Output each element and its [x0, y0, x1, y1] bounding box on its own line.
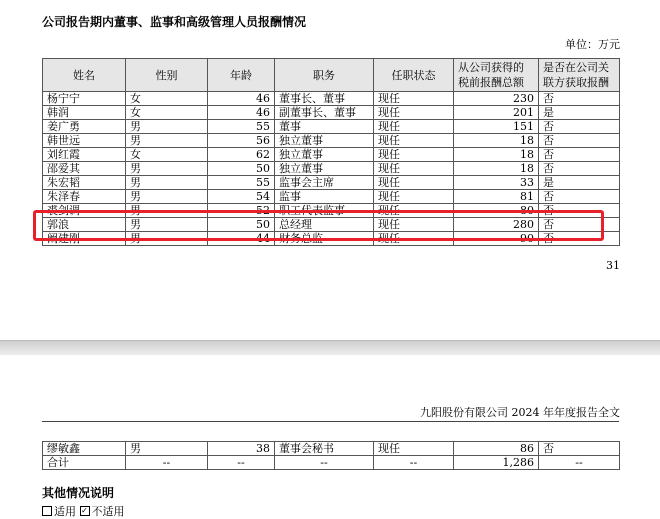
header-age: 年龄 — [208, 59, 275, 92]
not-applicable-label: 不适用 — [91, 505, 125, 518]
cell-position: 董事 — [275, 120, 374, 134]
compensation-table-continued — [42, 441, 620, 470]
cell-name: 刘红霞 — [43, 148, 126, 162]
header-status: 任职状态 — [374, 59, 454, 92]
applicability-options — [42, 503, 125, 519]
cell-gender: 男 — [126, 218, 208, 232]
header-related-pay: 是否在公司关联方获取报酬 — [539, 59, 620, 92]
cell-pay: 201 — [454, 106, 539, 120]
cell-pay: 280 — [454, 218, 539, 232]
cell-related-pay: 否 — [539, 442, 620, 456]
cell-name: 杨宁宁 — [43, 92, 126, 106]
cell-status: 现任 — [374, 120, 454, 134]
cell-related-pay: 是 — [539, 106, 620, 120]
cell-status: 现任 — [374, 232, 454, 246]
cell-status: 现任 — [374, 106, 454, 120]
cell-status: 现任 — [374, 176, 454, 190]
cell-age: 56 — [208, 134, 275, 148]
unchecked-box-icon[interactable] — [42, 506, 52, 516]
cell-gender: 男 — [126, 190, 208, 204]
cell-age: 62 — [208, 148, 275, 162]
applicable-label: 适用 — [54, 505, 76, 518]
unit-label: 单位：万元 — [565, 38, 620, 51]
table-row — [43, 106, 620, 120]
cell-related-pay: 否 — [539, 232, 620, 246]
cell-status: 现任 — [374, 134, 454, 148]
cell-position: 董事长、董事 — [275, 92, 374, 106]
cell-related-pay: 否 — [539, 92, 620, 106]
cell-name: 朱泽春 — [43, 190, 126, 204]
page-number: 31 — [606, 259, 620, 272]
table-row — [43, 190, 620, 204]
table-row — [43, 92, 620, 106]
cell-pay: 230 — [454, 92, 539, 106]
cell-position: 副董事长、董事 — [275, 106, 374, 120]
cell-position: 职工代表监事 — [275, 204, 374, 218]
cell-related-pay: 否 — [539, 120, 620, 134]
cell-gender: 女 — [126, 148, 208, 162]
cell-status: 现任 — [374, 204, 454, 218]
cell-related-pay: 否 — [539, 162, 620, 176]
header-pay: 从公司获得的税前报酬总额 — [454, 59, 539, 92]
cell-related-pay: 否 — [539, 218, 620, 232]
table-header-row — [43, 59, 620, 92]
cell-status: 现任 — [374, 162, 454, 176]
cell-age: 46 — [208, 92, 275, 106]
table-row — [43, 120, 620, 134]
cell-age: 52 — [208, 204, 275, 218]
running-head: 九阳股份有限公司 2024 年年度报告全文 — [420, 406, 620, 419]
cell-status: 现任 — [374, 190, 454, 204]
cell-position: 独立董事 — [275, 134, 374, 148]
header-name: 姓名 — [43, 59, 126, 92]
cell-gender: 男 — [126, 232, 208, 246]
cell-name: 裘剑调 — [43, 204, 126, 218]
cell-age: 46 — [208, 106, 275, 120]
highlight-box — [33, 210, 604, 241]
cell-age: -- — [208, 456, 275, 470]
cell-pay: 18 — [454, 162, 539, 176]
header-gender: 性别 — [126, 59, 208, 92]
cell-position: 独立董事 — [275, 162, 374, 176]
cell-related-pay: 否 — [539, 134, 620, 148]
cell-name: 郭浪 — [43, 218, 126, 232]
table-row — [43, 148, 620, 162]
table-row — [43, 162, 620, 176]
section-title: 公司报告期内董事、监事和高级管理人员报酬情况 — [42, 15, 307, 29]
cell-pay: 151 — [454, 120, 539, 134]
cell-age: 50 — [208, 218, 275, 232]
cell-related-pay: 否 — [539, 204, 620, 218]
header-position: 职务 — [275, 59, 374, 92]
cell-related-pay: 是 — [539, 176, 620, 190]
cell-gender: 女 — [126, 92, 208, 106]
cell-age: 38 — [208, 442, 275, 456]
cell-status: -- — [374, 456, 454, 470]
cell-age: 55 — [208, 120, 275, 134]
cell-related-pay: 否 — [539, 148, 620, 162]
cell-status: 现任 — [374, 148, 454, 162]
cell-name: 朱宏韬 — [43, 176, 126, 190]
cell-age: 44 — [208, 232, 275, 246]
cell-gender: 男 — [126, 134, 208, 148]
cell-pay: 33 — [454, 176, 539, 190]
page-separator — [0, 340, 660, 355]
cell-pay: 80 — [454, 204, 539, 218]
cell-related-pay: -- — [539, 456, 620, 470]
cell-position: 董事会秘书 — [275, 442, 374, 456]
cell-age: 55 — [208, 176, 275, 190]
cell-name: 姜广勇 — [43, 120, 126, 134]
other-info-title: 其他情况说明 — [42, 486, 115, 500]
cell-name: 邵爱其 — [43, 162, 126, 176]
cell-position: 监事 — [275, 190, 374, 204]
table-row — [43, 134, 620, 148]
cell-pay: 90 — [454, 232, 539, 246]
cell-gender: 男 — [126, 120, 208, 134]
cell-position: 总经理 — [275, 218, 374, 232]
cell-position: 监事会主席 — [275, 176, 374, 190]
cell-status: 现任 — [374, 442, 454, 456]
table-row — [43, 176, 620, 190]
cell-gender: 男 — [126, 162, 208, 176]
cell-pay: 18 — [454, 148, 539, 162]
header-rule — [42, 421, 619, 422]
cell-gender: 男 — [126, 442, 208, 456]
cell-related-pay: 否 — [539, 190, 620, 204]
cell-status: 现任 — [374, 218, 454, 232]
cell-gender: 男 — [126, 204, 208, 218]
cell-gender: 女 — [126, 106, 208, 120]
cell-gender: -- — [126, 456, 208, 470]
cell-name: 阚建刚 — [43, 232, 126, 246]
cell-pay: 1,286 — [454, 456, 539, 470]
cell-name: 合计 — [43, 456, 126, 470]
cell-status: 现任 — [374, 92, 454, 106]
cell-position: 财务总监 — [275, 232, 374, 246]
cell-age: 50 — [208, 162, 275, 176]
cell-gender: 男 — [126, 176, 208, 190]
cell-name: 韩世远 — [43, 134, 126, 148]
table-row — [43, 456, 620, 470]
cell-pay: 86 — [454, 442, 539, 456]
cell-name: 缪敏鑫 — [43, 442, 126, 456]
checked-box-icon[interactable]: ✓ — [81, 506, 88, 515]
table-row — [43, 442, 620, 456]
cell-age: 54 — [208, 190, 275, 204]
cell-pay: 18 — [454, 134, 539, 148]
cell-position: -- — [275, 456, 374, 470]
cell-name: 韩润 — [43, 106, 126, 120]
cell-position: 独立董事 — [275, 148, 374, 162]
cell-pay: 81 — [454, 190, 539, 204]
